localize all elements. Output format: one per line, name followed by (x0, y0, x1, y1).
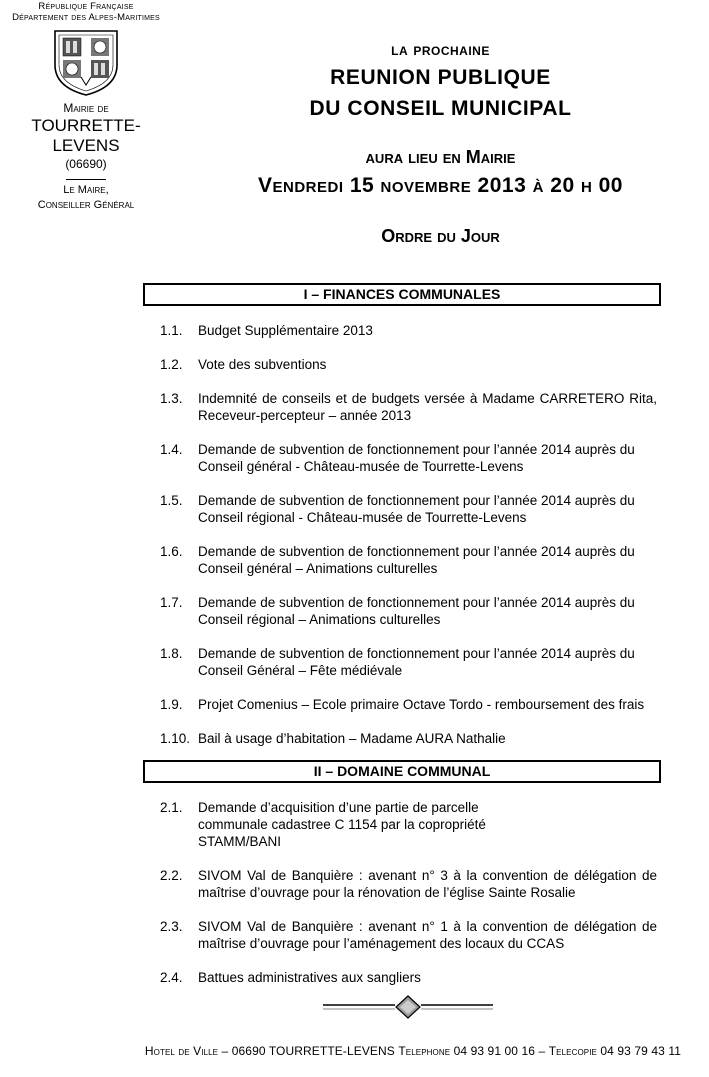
footer (0, 1044, 709, 1058)
section-heading-domaine: II – DOMAINE COMMUNAL (143, 760, 661, 783)
title-line-4: aura lieu en Mairie (365, 147, 516, 167)
agenda-title: Ordre du Jour (381, 226, 500, 246)
list-item (160, 969, 657, 986)
finances-items (160, 322, 657, 764)
item-text: Budget Supplémentaire 2013 (198, 323, 373, 338)
town-name: TOURRETTE-LEVENS (31, 116, 141, 155)
coat-of-arms-icon (51, 27, 121, 97)
divider (66, 179, 106, 180)
item-text: Demande d’acquisition d’une partie de parcelle communale cadastree C 1154 par la copropriété STAMM/BANI (198, 800, 486, 849)
item-text: Demande de subvention de fonctionnement pour l’année 2014 auprès du Conseil régional – Animations culturelles (198, 595, 635, 627)
item-text: Battues administratives aux sangliers (198, 970, 421, 985)
title-line-2: REUNION PUBLIQUE (330, 66, 551, 89)
footer-fax: 04 93 79 43 11 (600, 1044, 681, 1058)
title-line-1: la prochaine (391, 40, 490, 59)
footer-tel-label: Telephone (398, 1044, 451, 1058)
section-heading-finances: I – FINANCES COMMUNALES (143, 283, 661, 306)
letterhead (0, 0, 172, 213)
department-line: Département des Alpes-Maritimes (12, 12, 160, 23)
diamond-divider-icon (323, 995, 493, 1019)
item-number: 1.2. (160, 357, 183, 372)
item-number: 1.1. (160, 323, 183, 338)
list-item (160, 322, 657, 339)
item-number: 2.4. (160, 970, 183, 985)
meeting-date: Vendredi 15 novembre 2013 à 20 h 00 (258, 174, 623, 197)
item-text: Demande de subvention de fonctionnement pour l’année 2014 auprès du Conseil général - Château-musée de Tourrette-Levens (198, 442, 635, 474)
item-number: 2.3. (160, 919, 183, 934)
item-text: Bail à usage d’habitation – Madame AURA Nathalie (198, 731, 506, 746)
footer-hotel-label: Hotel de Ville (144, 1044, 219, 1058)
list-item (160, 645, 657, 679)
title-line-3: DU CONSEIL MUNICIPAL (309, 97, 572, 120)
item-text: Demande de subvention de fonctionnement pour l’année 2014 auprès du Conseil Général – Fête médiévale (198, 646, 635, 678)
item-text: Projet Comenius – Ecole primaire Octave Tordo - remboursement des frais (198, 697, 645, 712)
item-number: 1.4. (160, 442, 183, 457)
list-item (160, 543, 657, 577)
item-number: 1.8. (160, 646, 183, 661)
mairie-label: Mairie de (63, 101, 109, 115)
item-number: 1.9. (160, 697, 183, 712)
item-number: 1.10. (160, 731, 191, 746)
postcode: (06690) (65, 157, 107, 171)
list-item (160, 799, 657, 850)
list-item (160, 918, 657, 952)
item-number: 1.6. (160, 544, 183, 559)
list-item (160, 594, 657, 628)
item-number: 1.7. (160, 595, 183, 610)
footer-address: – 06690 TOURRETTE-LEVENS (221, 1044, 395, 1058)
item-number: 2.1. (160, 800, 183, 815)
list-item (160, 390, 657, 424)
list-item (160, 696, 657, 713)
item-text: SIVOM Val de Banquière : avenant n° 3 à la convention de délégation de maîtrise d’ouvrage pour la rénovation de l’église Sainte Rosalie (198, 868, 657, 900)
footer-tel: 04 93 91 00 16 – (453, 1044, 546, 1058)
item-text: Demande de subvention de fonctionnement pour l’année 2014 auprès du Conseil régional - Château-musée de Tourrette-Levens (198, 493, 635, 525)
conseiller-label: Conseiller Général (37, 199, 135, 211)
item-text: Demande de subvention de fonctionnement pour l’année 2014 auprès du Conseil général – Animations culturelles (198, 544, 635, 576)
item-number: 1.5. (160, 493, 183, 508)
item-text: Vote des subventions (198, 357, 327, 372)
item-number: 1.3. (160, 391, 183, 406)
list-item (160, 356, 657, 373)
item-number: 2.2. (160, 868, 183, 883)
list-item (160, 867, 657, 901)
item-text: Indemnité de conseils et de budgets versée à Madame CARRETERO Rita, Receveur-percepteur – année 2013 (198, 391, 657, 423)
domaine-items (160, 799, 657, 1003)
footer-fax-label: Telecopie (548, 1044, 597, 1058)
republic-line: République Française (38, 1, 134, 12)
le-maire-label: Le Maire, (63, 184, 109, 196)
list-item (160, 441, 657, 475)
item-text: SIVOM Val de Banquière : avenant n° 1 à la convention de délégation de maîtrise d’ouvrage pour l’aménagement des locaux du CCAS (198, 919, 657, 951)
list-item (160, 730, 657, 747)
list-item (160, 492, 657, 526)
